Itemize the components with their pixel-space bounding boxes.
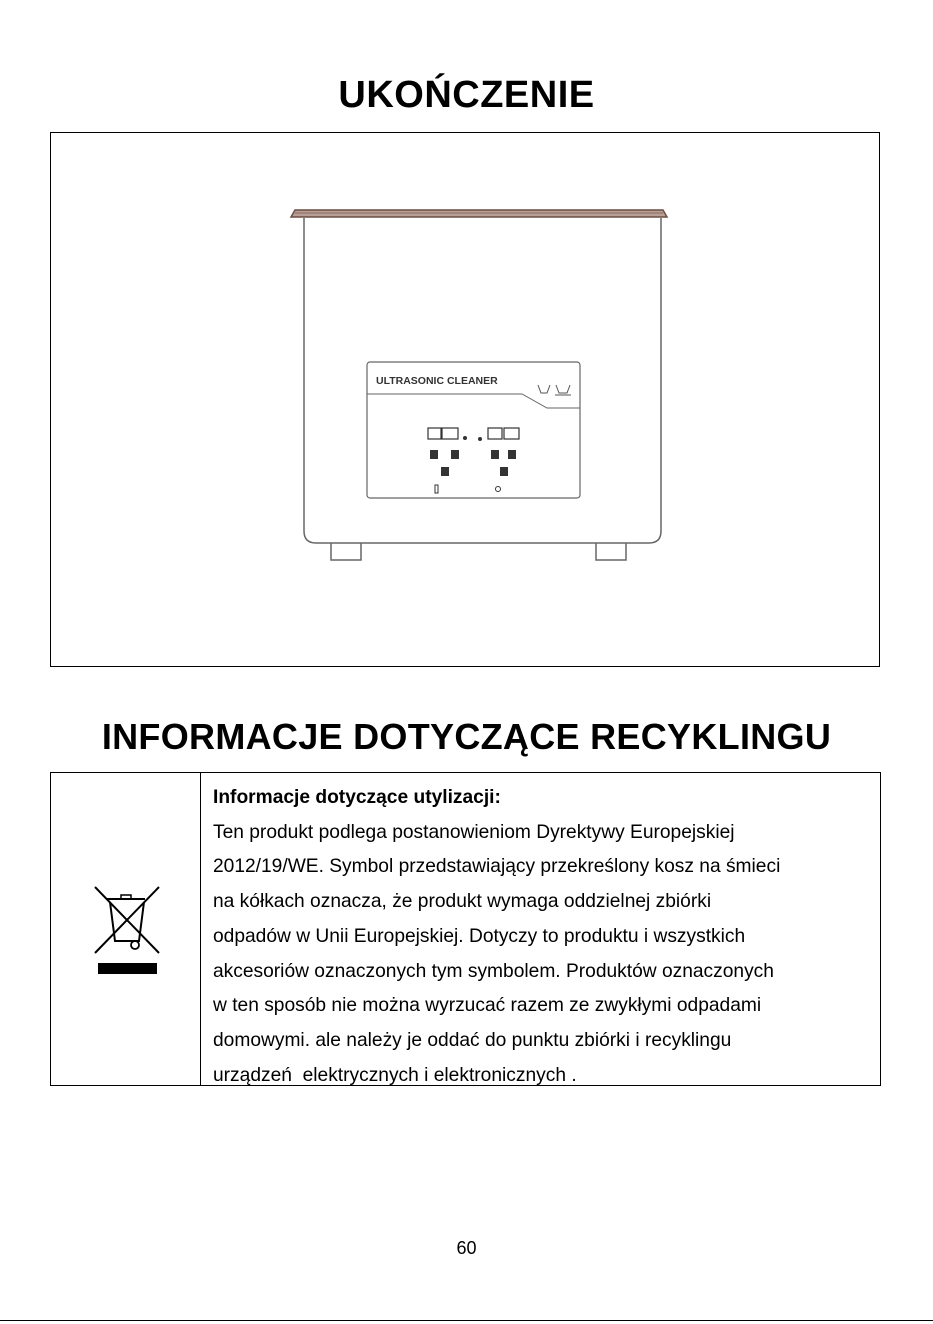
ultrasonic-cleaner-illustration: [51, 133, 881, 668]
ultrasonic-cleaner-figure: [50, 132, 880, 667]
crossed-out-wheelie-bin-icon: [89, 881, 165, 977]
text-line: urządzeń elektrycznych i elektronicznych .: [213, 1064, 577, 1086]
recycling-info-table: [50, 772, 881, 1086]
text-line: Ten produkt podlega postanowieniom Dyrektywy Europejskiej: [213, 821, 735, 843]
recycling-title: INFORMACJE DOTYCZĄCE RECYKLINGU: [101, 716, 832, 757]
bottom-rule: [0, 1320, 933, 1321]
text-line: na kółkach oznacza, że produkt wymaga oddzielnej zbiórki: [213, 891, 712, 913]
text-line: akcesoriów oznaczonych tym symbolem. Produktów oznaczonych: [213, 960, 774, 982]
text-line: domowymi. ale należy je oddać do punktu zbiórki i recyklingu: [213, 1029, 732, 1051]
device-label: ULTRASONIC CLEANER: [376, 375, 498, 387]
page-number: 60: [456, 1238, 477, 1258]
completion-title: UKOŃCZENIE: [338, 74, 595, 116]
disposal-text: [201, 773, 880, 1085]
text-line: odpadów w Unii Europejskiej. Dotyczy to produktu i wszystkich: [213, 925, 746, 947]
text-line: w ten sposób nie można wyrzucać razem ze zwykłymi odpadami: [213, 995, 762, 1017]
text-line: 2012/19/WE. Symbol przedstawiający przekreślony kosz na śmieci: [213, 856, 781, 878]
icon-cell: [51, 773, 201, 1085]
disposal-heading: Informacje dotyczące utylizacji:: [213, 787, 501, 808]
